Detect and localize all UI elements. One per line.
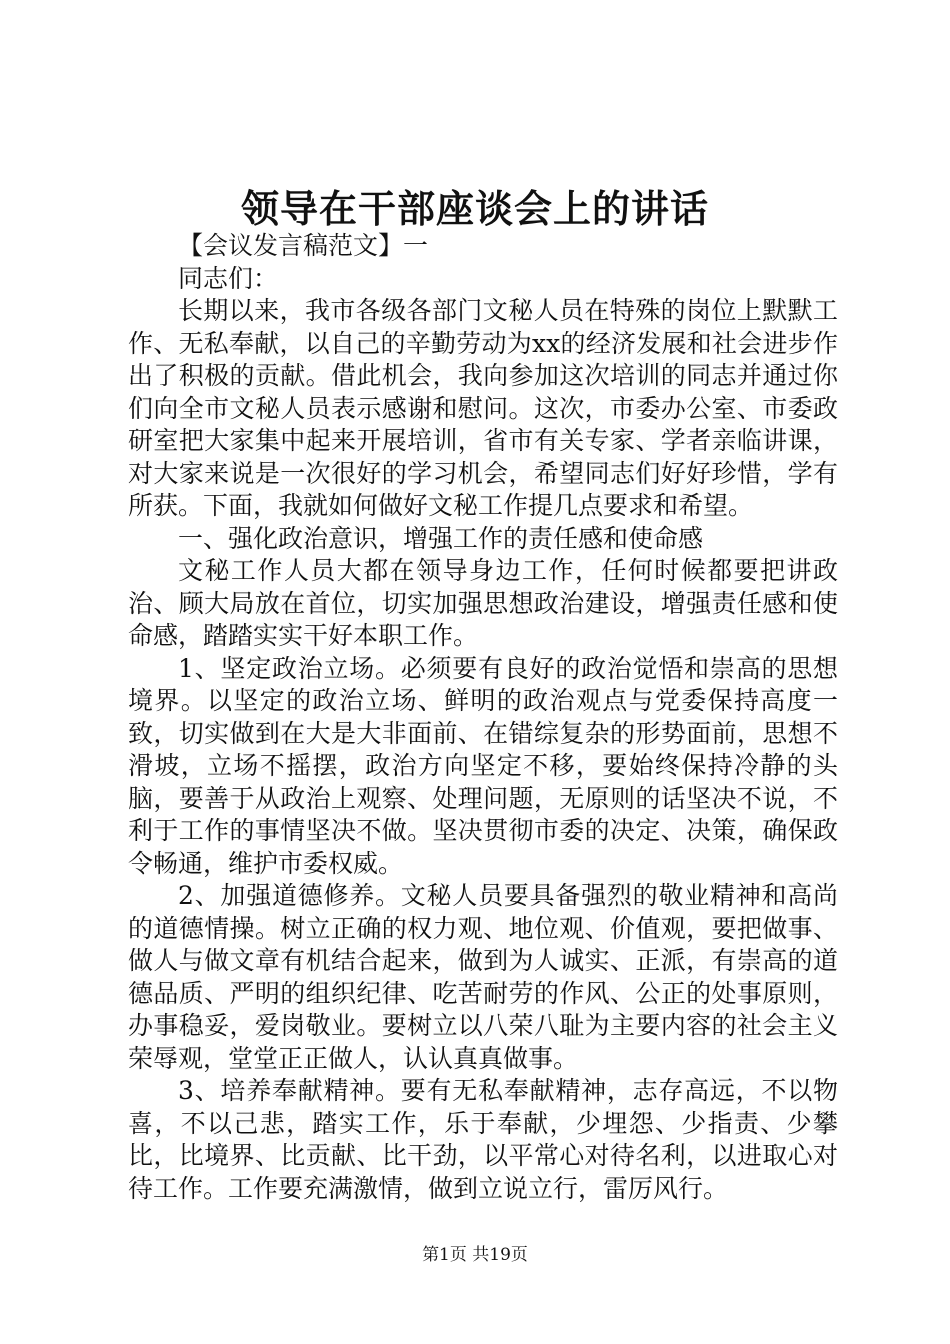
paragraph-point-1: 1、坚定政治立场。必须要有良好的政治觉悟和崇高的思想境界。以坚定的政治立场、鲜明的政治观点与党委保持高度一致，切实做到在大是大非面前、在错综复杂的形势面前，思想不滑坡，立场不摇摆，政治方向坚定不移，要始终保持冷静的头脑，要善于从政治上观察、处理问题，无原则的话坚决不说，不利于工作的事情坚决不做。坚决贯彻市委的决定、决策，确保政令畅通，维护市委权威。 <box>128 653 838 878</box>
page-footer: 第1页 共19页 <box>422 1245 528 1265</box>
paragraph-section-1: 文秘工作人员大都在领导身边工作，任何时候都要把讲政治、顾大局放在首位，切实加强思想政治建设，增强责任感和使命感，踏踏实实干好本职工作。 <box>128 556 838 650</box>
document-title: 领导在干部座谈会上的讲话 <box>240 186 709 231</box>
paragraph-point-2: 2、加强道德修养。文秘人员要具备强烈的敬业精神和高尚的道德情操。树立正确的权力观、地位观、价值观，要把做事、做人与做文章有机结合起来，做到为人诚实、正派，有崇高的道德品质、严明的组织纪律、吃苦耐劳的作风、公正的处事原则，办事稳妥，爱岗敬业。要树立以八荣八耻为主要内容的社会主义荣辱观，堂堂正正做人，认认真真做事。 <box>128 881 838 1073</box>
document-body <box>128 230 838 1205</box>
paragraph-heading-tag: 【会议发言稿范文】一 <box>178 231 429 260</box>
paragraph-salutation: 同志们： <box>178 263 279 293</box>
paragraph-point-3: 3、培养奉献精神。要有无私奉献精神，志存高远，不以物喜，不以己悲，踏实工作，乐于奉献，少埋怨、少指责、少攀比，比境界、比贡献、比干劲，以平常心对待名利，以进取心对待工作。工作要充满激情，做到立说立行，雷厉风行。 <box>128 1076 838 1203</box>
paragraph-intro: 长期以来，我市各级各部门文秘人员在特殊的岗位上默默工作、无私奉献，以自己的辛勤劳动为xx的经济发展和社会进步作出了积极的贡献。借此机会，我向参加这次培训的同志并通过你们向全市文秘人员表示感谢和慰问。这次，市委办公室、市委政研室把大家集中起来开展培训，省市有关专家、学者亲临讲课，对大家来说是一次很好的学习机会，希望同志们好好珍惜，学有所获。下面，我就如何做好文秘工作提几点要求和希望。 <box>128 296 838 520</box>
section-heading-1: 一、强化政治意识，增强工作的责任感和使命感 <box>178 523 704 553</box>
